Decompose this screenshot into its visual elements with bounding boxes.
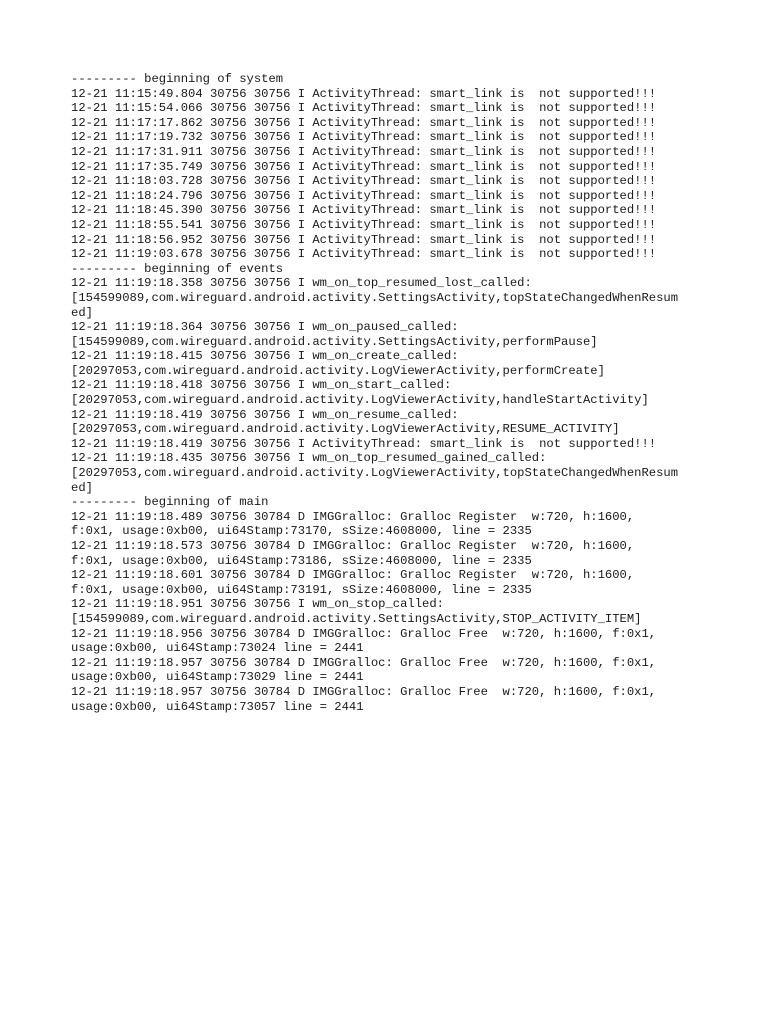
log-line: 12-21 11:19:18.957 30756 30784 D IMGGralloc: Gralloc Free w:720, h:1600, f:0x1,	[71, 684, 657, 699]
log-line: 12-21 11:17:17.862 30756 30756 I ActivityThread: smart_link is not supported!!!	[71, 115, 657, 130]
log-line: usage:0xb00, ui64Stamp:73029 line = 2441	[71, 670, 364, 685]
log-line: 12-21 11:17:19.732 30756 30756 I ActivityThread: smart_link is not supported!!!	[71, 130, 657, 145]
log-line: 12-21 11:19:18.415 30756 30756 I wm_on_create_called:	[71, 349, 459, 364]
log-line: usage:0xb00, ui64Stamp:73057 line = 2441	[71, 699, 364, 714]
log-line: 12-21 11:18:56.952 30756 30756 I ActivityThread: smart_link is not supported!!!	[71, 232, 657, 247]
log-line: 12-21 11:17:35.749 30756 30756 I ActivityThread: smart_link is not supported!!!	[71, 159, 657, 174]
log-line: f:0x1, usage:0xb00, ui64Stamp:73191, sSize:4608000, line = 2335	[71, 582, 532, 597]
log-line: [154599089,com.wireguard.android.activity.SettingsActivity,topStateChangedWhenResum	[71, 290, 679, 305]
log-line: [20297053,com.wireguard.android.activity.LogViewerActivity,handleStartActivity]	[71, 393, 649, 408]
log-line: 12-21 11:18:03.728 30756 30756 I ActivityThread: smart_link is not supported!!!	[71, 174, 657, 189]
log-document	[71, 72, 711, 714]
log-line: 12-21 11:19:18.358 30756 30756 I wm_on_top_resumed_lost_called:	[71, 276, 532, 291]
log-body	[71, 72, 711, 714]
log-line: 12-21 11:19:18.951 30756 30756 I wm_on_stop_called:	[71, 597, 444, 612]
log-line: 12-21 11:19:18.418 30756 30756 I wm_on_start_called:	[71, 378, 452, 393]
log-line: 12-21 11:19:18.435 30756 30756 I wm_on_top_resumed_gained_called:	[71, 451, 547, 466]
log-line: [20297053,com.wireguard.android.activity.LogViewerActivity,RESUME_ACTIVITY]	[71, 422, 620, 437]
log-line: 12-21 11:18:45.390 30756 30756 I ActivityThread: smart_link is not supported!!!	[71, 203, 657, 218]
log-line: 12-21 11:17:31.911 30756 30756 I ActivityThread: smart_link is not supported!!!	[71, 144, 657, 159]
log-line: f:0x1, usage:0xb00, ui64Stamp:73170, sSize:4608000, line = 2335	[71, 524, 532, 539]
log-line: [20297053,com.wireguard.android.activity.LogViewerActivity,topStateChangedWhenResum	[71, 466, 679, 481]
log-line: ed]	[71, 480, 93, 495]
log-line: ed]	[71, 305, 93, 320]
log-line: 12-21 11:19:18.601 30756 30784 D IMGGralloc: Gralloc Register w:720, h:1600,	[71, 568, 635, 583]
log-line: 12-21 11:15:49.804 30756 30756 I ActivityThread: smart_link is not supported!!!	[71, 86, 657, 101]
log-line: [154599089,com.wireguard.android.activity.SettingsActivity,performPause]	[71, 334, 598, 349]
log-line: [154599089,com.wireguard.android.activity.SettingsActivity,STOP_ACTIVITY_ITEM]	[71, 611, 642, 626]
log-line: --------- beginning of events	[71, 261, 284, 276]
log-line: 12-21 11:19:18.489 30756 30784 D IMGGralloc: Gralloc Register w:720, h:1600,	[71, 509, 635, 524]
log-line: f:0x1, usage:0xb00, ui64Stamp:73186, sSize:4608000, line = 2335	[71, 553, 532, 568]
log-line: 12-21 11:15:54.066 30756 30756 I ActivityThread: smart_link is not supported!!!	[71, 101, 657, 116]
log-line: 12-21 11:19:18.956 30756 30784 D IMGGralloc: Gralloc Free w:720, h:1600, f:0x1,	[71, 626, 657, 641]
log-line: 12-21 11:19:18.957 30756 30784 D IMGGralloc: Gralloc Free w:720, h:1600, f:0x1,	[71, 655, 657, 670]
log-line: [20297053,com.wireguard.android.activity.LogViewerActivity,performCreate]	[71, 363, 605, 378]
log-line: 12-21 11:19:18.364 30756 30756 I wm_on_paused_called:	[71, 320, 459, 335]
log-line: --------- beginning of main	[71, 495, 269, 510]
log-line: usage:0xb00, ui64Stamp:73024 line = 2441	[71, 641, 364, 656]
log-line: 12-21 11:19:18.573 30756 30784 D IMGGralloc: Gralloc Register w:720, h:1600,	[71, 539, 635, 553]
log-line: 12-21 11:18:55.541 30756 30756 I ActivityThread: smart_link is not supported!!!	[71, 217, 657, 232]
log-line: 12-21 11:19:18.419 30756 30756 I ActivityThread: smart_link is not supported!!!	[71, 436, 657, 451]
log-line: 12-21 11:19:18.419 30756 30756 I wm_on_resume_called:	[71, 407, 459, 422]
log-line: --------- beginning of system	[71, 72, 284, 86]
log-line: 12-21 11:19:03.678 30756 30756 I ActivityThread: smart_link is not supported!!!	[71, 247, 657, 262]
log-line: 12-21 11:18:24.796 30756 30756 I ActivityThread: smart_link is not supported!!!	[71, 188, 657, 203]
